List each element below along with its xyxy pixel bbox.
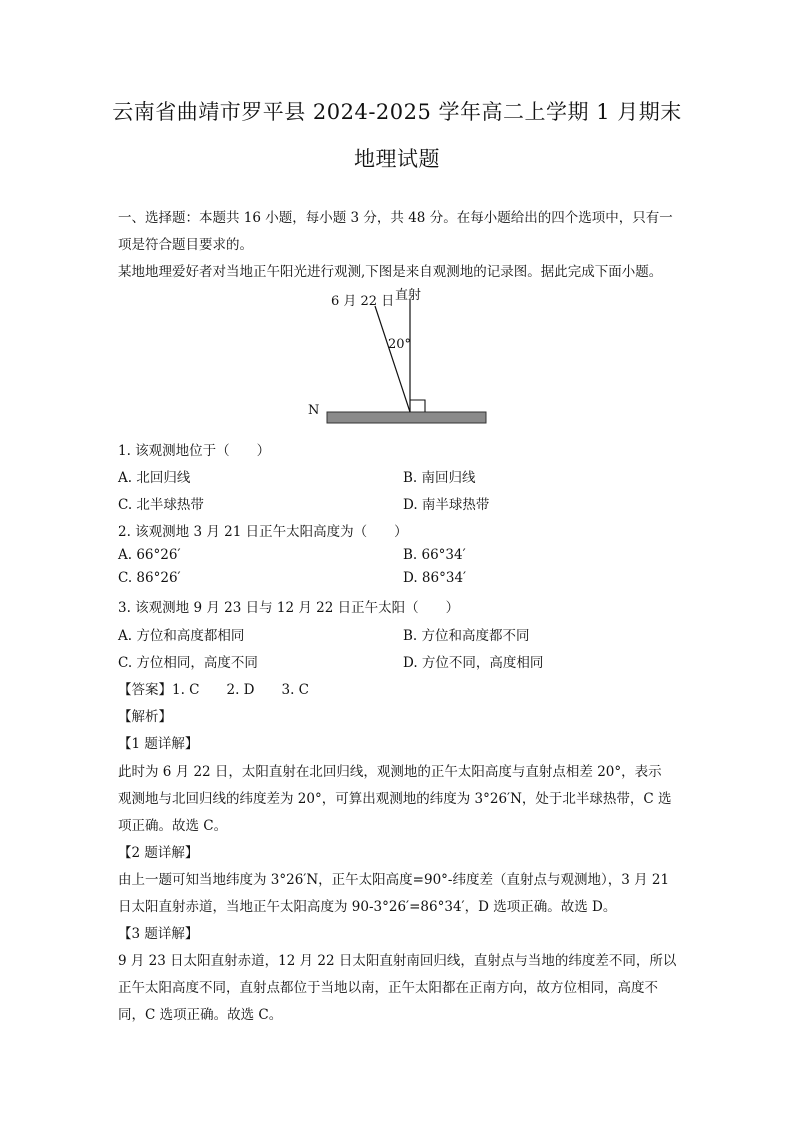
page-title-line-2: 地理试题	[354, 147, 440, 171]
q3-detail-line-3: 同，C 选项正确。故选 C。	[118, 1007, 283, 1023]
question-1-option-a: A. 北回归线	[118, 470, 191, 486]
question-2-option-a: A. 66°26′	[118, 547, 181, 563]
question-group-stem: 某地地理爱好者对当地正午阳光进行观测,下图是来自观测地的记录图。据此完成下面小题。	[118, 264, 663, 280]
section-intro-line-1: 一、选择题：本题共 16 小题，每小题 3 分，共 48 分。在每小题给出的四个选项中，只有一	[118, 210, 673, 226]
q2-detail-heading: 【2 题详解】	[118, 845, 199, 861]
q3-detail-line-1: 9 月 23 日太阳直射赤道，12 月 22 日太阳直射南回归线，直射点与当地的纬度差不同，所以	[118, 953, 677, 969]
section-intro-line-2: 项是符合题目要求的。	[118, 237, 253, 253]
q1-detail-line-2: 观测地与北回归线的纬度差为 20°，可算出观测地的纬度为 3°26′N，处于北半球热带，C 选	[118, 791, 672, 807]
june-22-ray-line	[375, 306, 410, 412]
analysis-heading: 【解析】	[118, 709, 172, 725]
question-1-option-d: D. 南半球热带	[403, 497, 490, 513]
question-3-option-c: C. 方位相同，高度不同	[118, 655, 258, 671]
question-3-option-b: B. 方位和高度都不同	[403, 628, 530, 644]
q3-detail-heading: 【3 题详解】	[118, 926, 199, 942]
answer-line: 【答案】1. C 2. D 3. C	[118, 682, 309, 698]
q3-detail-line-2: 正午太阳高度不同，直射点都位于当地以南，正午太阳都在正南方向，故方位相同，高度不	[118, 980, 658, 996]
question-2-option-c: C. 86°26′	[118, 570, 181, 586]
q1-detail-line-3: 项正确。故选 C。	[118, 818, 228, 834]
ground-surface	[327, 412, 486, 423]
question-3-option-d: D. 方位不同，高度相同	[403, 655, 544, 671]
north-label: N	[308, 403, 320, 418]
q2-detail-line-1: 由上一题可知当地纬度为 3°26′N，正午太阳高度=90°-纬度差（直射点与观测地），3 月 21	[118, 872, 670, 888]
q1-detail-line-1: 此时为 6 月 22 日，太阳直射在北回归线，观测地的正午太阳高度与直射点相差 20°，表示	[118, 764, 662, 780]
angle-label: 20°	[388, 337, 412, 352]
q1-detail-heading: 【1 题详解】	[118, 736, 199, 752]
june-22-label: 6 月 22 日	[331, 294, 395, 309]
question-3-option-a: A. 方位和高度都相同	[118, 628, 245, 644]
right-angle-mark	[410, 400, 425, 412]
question-3-stem: 3. 该观测地 9 月 23 日与 12 月 22 日正午太阳（ ）	[118, 600, 460, 616]
q2-detail-line-2: 日太阳直射赤道，当地正午太阳高度为 90-3°26′=86°34′，D 选项正确。故选 D。	[118, 899, 617, 915]
page-title-line-1: 云南省曲靖市罗平县 2024-2025 学年高二上学期 1 月期末	[112, 100, 682, 124]
question-1-option-c: C. 北半球热带	[118, 497, 204, 513]
question-2-stem: 2. 该观测地 3 月 21 日正午太阳高度为（ ）	[118, 524, 408, 540]
sun-angle-figure	[0, 285, 794, 435]
question-1-option-b: B. 南回归线	[403, 470, 476, 486]
question-1-stem: 1. 该观测地位于（ ）	[118, 443, 271, 459]
direct-label: 直射	[395, 288, 422, 303]
question-2-option-d: D. 86°34′	[403, 570, 467, 586]
question-2-option-b: B. 66°34′	[403, 547, 466, 563]
